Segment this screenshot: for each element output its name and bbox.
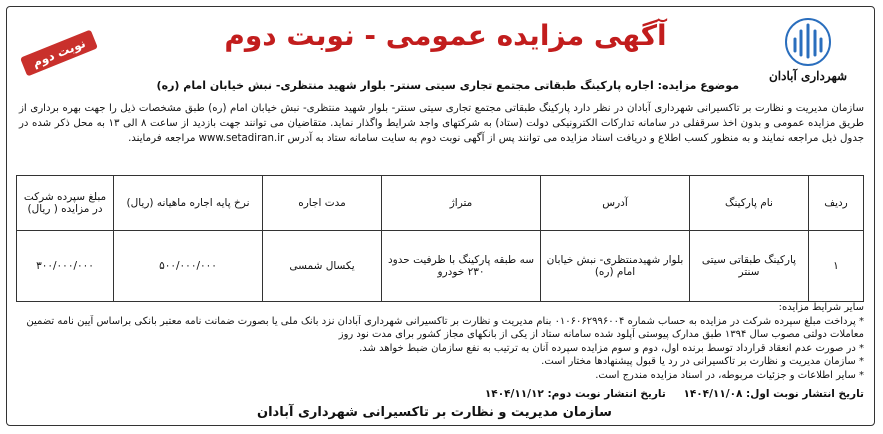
cell-base-rent: ۵۰۰/۰۰۰/۰۰۰ <box>114 231 263 302</box>
emblem-icon <box>783 17 833 67</box>
auction-table <box>16 175 864 302</box>
notice-title: آگهی مزایده عمومی - نوبت دوم <box>224 19 667 52</box>
cell-row-number: ۱ <box>809 231 864 302</box>
condition-item: معاملات دولتی مصوب سال ۱۳۹۴ طبق مدارک پیوستی آپلود شده سامانه ستاد از یکی از بانکهای مجاز کشور برای مدت نود روز <box>338 329 864 340</box>
header-lease-period: مدت اجاره <box>263 176 382 231</box>
publication-dates <box>471 388 864 400</box>
table-header-row <box>17 176 864 231</box>
condition-item: * سایر اطلاعات و جزئیات مربوطه، در اسناد مزایده مندرج است. <box>595 369 864 381</box>
header-area: متراژ <box>382 176 541 231</box>
cell-parking-name: پارکینگ طبقاتی سیتی سنتر <box>690 231 809 302</box>
condition-item: * در صورت عدم انعقاد قرارداد توسط برنده اول، دوم و سوم مزایده سپرده آنان به ترتیب به نفع سازمان ضبط خواهد شد. <box>359 342 864 354</box>
header-row-number: ردیف <box>809 176 864 231</box>
condition-item: * پرداخت مبلغ سپرده شرکت در مزایده به حساب شماره ۰۱۰۶۰۶۲۹۹۶۰۰۴ بنام مدیریت و نظارت بر تاکسیرانی شهرداری آبادان نزد بانک ملی یا بصورت ضمانت نامه معتبر بانکی براساس آیین نامه تضمین <box>26 315 864 327</box>
conditions-list <box>19 301 864 382</box>
cell-address: بلوار شهیدمنتظری- نبش خیابان امام (ره) <box>541 231 690 302</box>
second-publication-date: تاریخ انتشار نوبت دوم: ۱۴۰۴/۱۱/۱۲ <box>484 388 666 400</box>
table-row <box>17 231 864 302</box>
header-deposit: مبلغ سپرده شرکت در مزایده ( ریال) <box>17 176 114 231</box>
organization-signature: سازمان مدیریت و نظارت بر تاکسیرانی شهرداری آبادان <box>257 405 612 420</box>
header-parking-name: نام پارکینگ <box>690 176 809 231</box>
condition-item: * سازمان مدیریت و نظارت بر تاکسیرانی در رد یا قبول پیشنهادها مختار است. <box>541 356 864 367</box>
notice-frame <box>6 6 875 426</box>
intro-paragraph: سازمان مدیریت و نظارت بر تاکسیرانی شهرداری آبادان در نظر دارد پارکینگ طبقاتی مجتمع تجاری سیتی سنتر- بلوار شهید منتظری- نبش خیابان امام (ره) طبق مشخصات ذیل را جهت بهره برداری از طریق مزایده عمومی و بدون اخذ سرقفلی در سامانه تدارکات الکترونیکی دولت (ستاد) به شرکتهای واجد شرایط واگذار نماید. متقاضیان می توانند جهت بازدید از ساعت ۸ الی ۱۳ به محل ذکر شده در جدول ذیل مراجعه نمایند و به منظور کسب اطلاع و دریافت اسناد مزایده می توانند پس از آگهی نوبت دوم به سایت سامانه ستاد به آدرس www.setadiran.ir مراجعه فرمایند. <box>19 103 864 144</box>
header-base-rent: نرخ پایه اجاره ماهیانه (ریال) <box>114 176 263 231</box>
cell-lease-period: یکسال شمسی <box>263 231 382 302</box>
auction-subject: موضوع مزایده: اجاره پارکینگ طبقاتی مجتمع تجاری سیتی سنتر- بلوار شهید منتظری- نبش خیابان امام (ره) <box>156 79 739 92</box>
second-round-stamp: نوبت دوم <box>20 30 98 77</box>
conditions-heading: سایر شرایط مزایده: <box>778 302 864 313</box>
municipality-logo <box>758 17 858 105</box>
header-address: آدرس <box>541 176 690 231</box>
cell-deposit: ۳۰۰/۰۰۰/۰۰۰ <box>17 231 114 302</box>
logo-text: شهرداری آبادان <box>768 69 848 83</box>
first-publication-date: تاریخ انتشار نوبت اول: ۱۴۰۴/۱۱/۰۸ <box>683 388 864 400</box>
cell-area: سه طبقه پارکینگ با ظرفیت حدود ۲۳۰ خودرو <box>382 231 541 302</box>
